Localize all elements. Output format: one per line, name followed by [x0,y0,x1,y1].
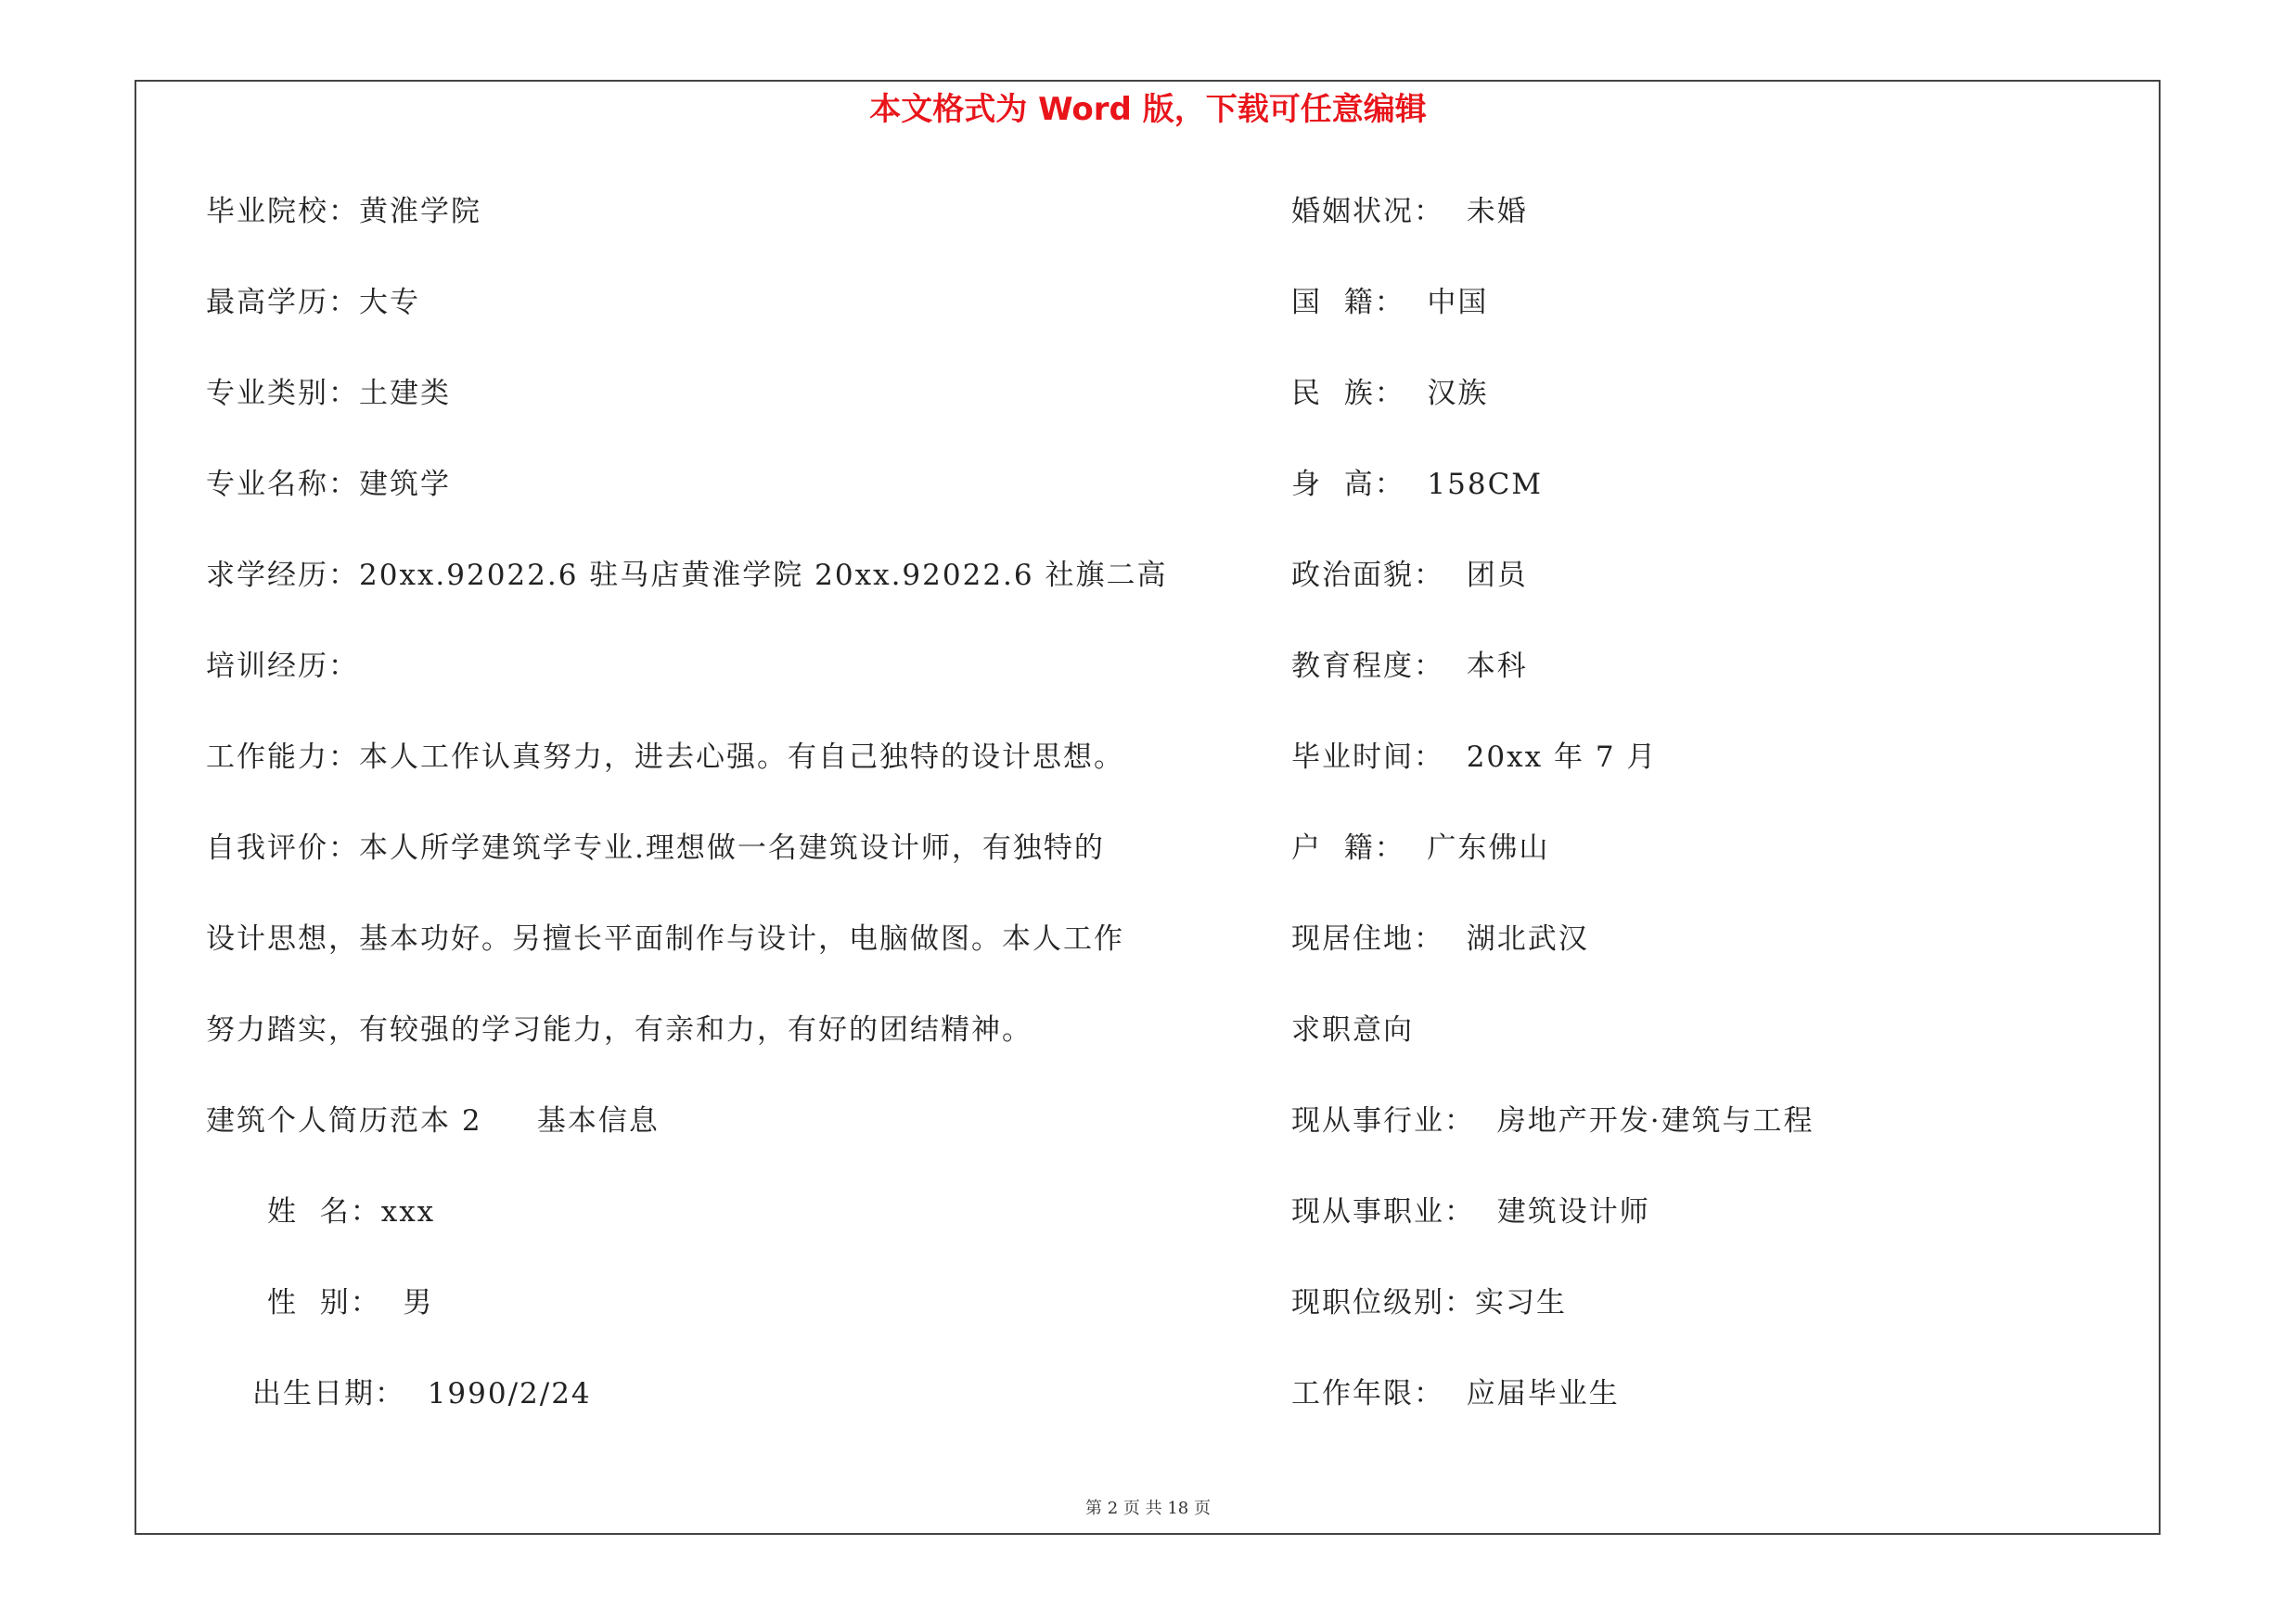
left-line-self-eval-1: 自我评价：本人所学建筑学专业.理想做一名建筑设计师，有独特的 [206,831,1105,865]
right-line-job-intention: 求职意向 [1291,1013,1414,1047]
right-line-ethnicity: 民 族： 汉族 [1291,377,1489,410]
left-line-education-level: 最高学历：大专 [206,286,420,319]
left-line-training: 培训经历： [206,650,359,683]
left-line-self-eval-2: 设计思想，基本功好。另擅长平面制作与设计，电脑做图。本人工作 [206,922,1124,956]
left-line-study-history: 求学经历：20xx.92022.6 驻马店黄淮学院 20xx.92022.6 社旗二高 [206,559,1168,592]
right-line-height: 身 高： 158CM [1291,468,1544,501]
right-line-nationality: 国 籍： 中国 [1291,286,1489,319]
right-line-residence: 现居住地： 湖北武汉 [1291,922,1589,956]
format-banner: 本文格式为 Word 版，下载可任意编辑 [869,91,1427,128]
right-line-occupation: 现从事职业： 建筑设计师 [1291,1195,1650,1229]
left-line-name: 姓 名：xxx [267,1195,436,1229]
left-line-major-category: 专业类别：土建类 [206,377,451,410]
right-line-position-level: 现职位级别：实习生 [1291,1286,1567,1320]
right-line-political: 政治面貌： 团员 [1291,559,1528,592]
left-line-gender: 性 别： 男 [267,1286,434,1320]
right-line-marital-status: 婚姻状况： 未婚 [1291,195,1528,228]
left-line-self-eval-3: 努力踏实，有较强的学习能力，有亲和力，有好的团结精神。 [206,1013,1033,1047]
left-line-graduate-school: 毕业院校：黄淮学院 [206,195,481,228]
right-line-graduation-time: 毕业时间： 20xx 年 7 月 [1291,741,1658,774]
right-line-household: 户 籍： 广东佛山 [1291,831,1550,865]
right-line-work-years: 工作年限： 应届毕业生 [1291,1377,1620,1410]
right-line-industry: 现从事行业： 房地产开发·建筑与工程 [1291,1104,1815,1138]
left-line-major-name: 专业名称：建筑学 [206,468,451,501]
page-number-footer: 第 2 页 共 18 页 [1085,1499,1211,1518]
left-line-birth-date: 出生日期： 1990/2/24 [252,1377,592,1410]
left-line-work-ability: 工作能力：本人工作认真努力，进去心强。有自己独特的设计思想。 [206,741,1124,774]
left-line-section-heading: 建筑个人简历范本 2 基本信息 [206,1104,660,1138]
page-frame [135,80,2161,1535]
right-line-education: 教育程度： 本科 [1291,650,1528,683]
